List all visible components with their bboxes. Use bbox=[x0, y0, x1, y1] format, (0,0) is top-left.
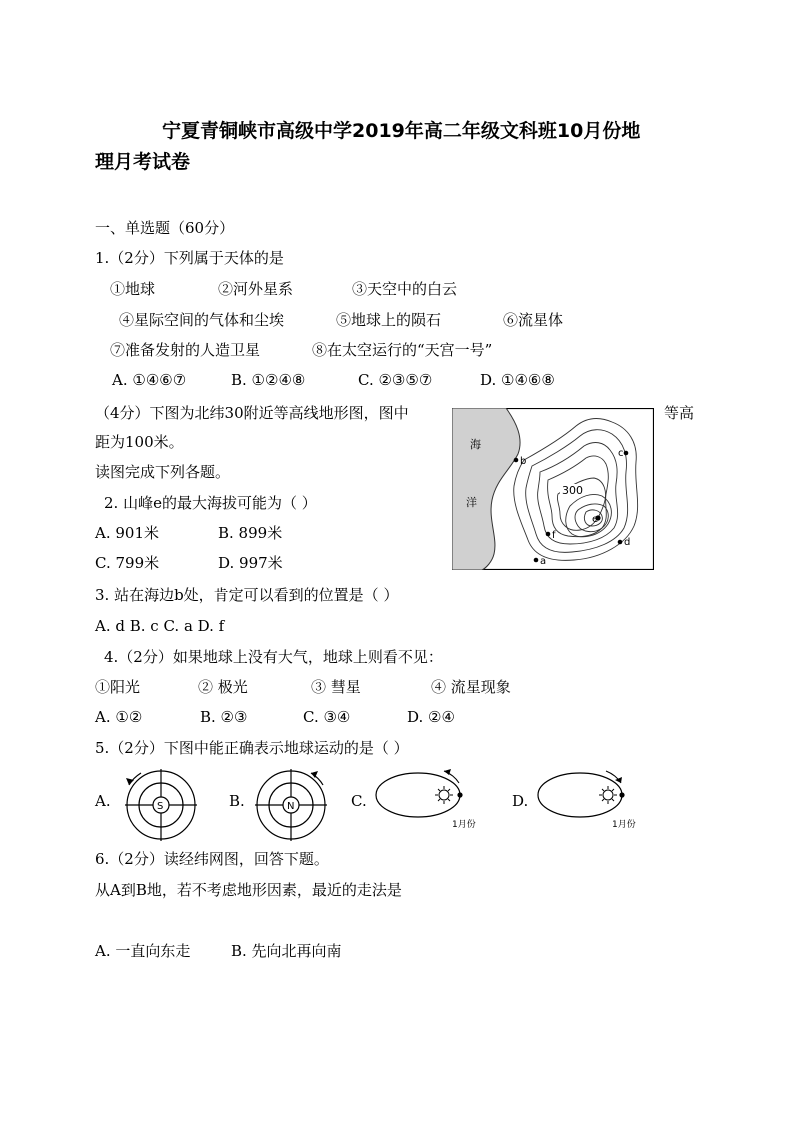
q1-stem: 1.（2分）下列属于天体的是 bbox=[95, 249, 284, 267]
q1-item-4: ④星际空间的气体和尘埃 bbox=[119, 311, 285, 329]
contour-map bbox=[452, 408, 654, 570]
q1-option-a: A. ①④⑥⑦ bbox=[112, 371, 187, 389]
q6-option-a: A. 一直向东走 bbox=[95, 942, 191, 960]
q4-stem: 4.（2分）如果地球上没有大气，地球上则看不见： bbox=[104, 648, 443, 666]
q4-item-4: ④ 流星现象 bbox=[431, 678, 511, 696]
q1-option-d: D. ①④⑥⑧ bbox=[480, 371, 555, 389]
q1-item-8: ⑧在太空运行的“天宫一号” bbox=[312, 341, 493, 359]
q2-option-c: C. 799米 bbox=[95, 554, 160, 572]
point-d: d bbox=[624, 537, 631, 548]
point-f: f bbox=[552, 530, 556, 541]
q4-item-1: ①阳光 bbox=[95, 678, 141, 696]
q3-stem: 3. 站在海边b处，肯定可以看到的位置是（ ） bbox=[95, 586, 399, 604]
page-title-line2: 理月考试卷 bbox=[95, 151, 191, 173]
q5-figure-d bbox=[532, 765, 642, 835]
map-intro-line3: 读图完成下列各题。 bbox=[95, 463, 231, 481]
q4-option-c: C. ③④ bbox=[303, 708, 351, 726]
q5-label-b: B. bbox=[229, 792, 245, 810]
point-e: e bbox=[592, 514, 599, 525]
q6-stem: 6.（2分）读经纬网图，回答下题。 bbox=[95, 850, 329, 868]
q1-item-5: ⑤地球上的陨石 bbox=[336, 311, 442, 329]
q5-figure-c bbox=[372, 765, 482, 835]
point-b: b bbox=[520, 456, 527, 467]
q2-stem: 2. 山峰e的最大海拔可能为（ ） bbox=[104, 494, 317, 512]
q1-item-3: ③天空中的白云 bbox=[352, 280, 458, 298]
q6-option-b: B. 先向北再向南 bbox=[231, 942, 342, 960]
q5-stem: 5.（2分）下图中能正确表示地球运动的是（ ） bbox=[95, 739, 409, 757]
q5-label-a: A. bbox=[95, 792, 111, 810]
section-heading: 一、单选题（60分） bbox=[95, 219, 235, 237]
pole-s-label: S bbox=[157, 801, 164, 812]
q1-item-1: ①地球 bbox=[110, 280, 156, 298]
q3-options: A. d B. c C. a D. f bbox=[95, 617, 225, 635]
sea-char-2: 洋 bbox=[466, 496, 477, 509]
q5-month-label-d: 1月份 bbox=[612, 820, 636, 830]
map-intro-line1: （4分）下图为北纬30附近等高线地形图，图中 bbox=[95, 404, 409, 422]
q5-figure-a bbox=[115, 763, 205, 843]
q2-option-d: D. 997米 bbox=[218, 554, 283, 572]
point-a: a bbox=[540, 556, 547, 567]
sea-char-1: 海 bbox=[470, 438, 481, 451]
q6-question: 从A到B地，若不考虑地形因素，最近的走法是 bbox=[95, 881, 402, 899]
point-c: c bbox=[618, 448, 624, 459]
map-intro-line2: 距为100米。 bbox=[95, 433, 184, 451]
q1-option-c: C. ②③⑤⑦ bbox=[358, 371, 433, 389]
q1-item-2: ②河外星系 bbox=[218, 280, 294, 298]
q4-option-a: A. ①② bbox=[95, 708, 143, 726]
q5-figure-b bbox=[245, 763, 335, 843]
q1-item-6: ⑥流星体 bbox=[503, 311, 564, 329]
q5-month-label-c: 1月份 bbox=[452, 820, 476, 830]
q1-item-7: ⑦准备发射的人造卫星 bbox=[110, 341, 261, 359]
q4-item-2: ② 极光 bbox=[198, 678, 248, 696]
q5-label-d: D. bbox=[512, 792, 529, 810]
q1-option-b: B. ①②④⑧ bbox=[231, 371, 306, 389]
q2-option-a: A. 901米 bbox=[95, 524, 159, 542]
map-intro-line1-tail: 等高 bbox=[664, 404, 695, 422]
q4-option-b: B. ②③ bbox=[200, 708, 248, 726]
pole-n-label: N bbox=[287, 801, 295, 812]
q4-option-d: D. ②④ bbox=[407, 708, 455, 726]
q4-item-3: ③ 彗星 bbox=[311, 678, 361, 696]
page-title-line1: 宁夏青铜峡市高级中学2019年高二年级文科班10月份地 bbox=[162, 120, 641, 142]
contour-label: 300 bbox=[562, 484, 583, 497]
q5-label-c: C. bbox=[351, 792, 367, 810]
q2-option-b: B. 899米 bbox=[218, 524, 283, 542]
